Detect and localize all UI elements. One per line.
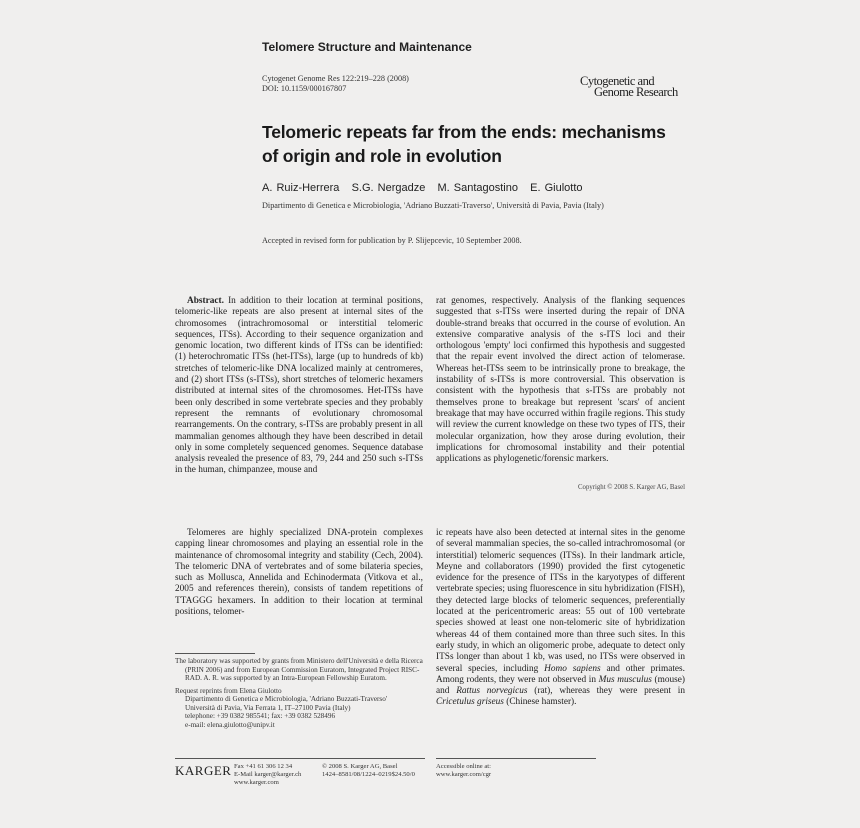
species-name: Rattus norvegicus xyxy=(456,686,528,697)
footnote-divider xyxy=(175,653,255,654)
abstract-text-right: rat genomes, respectively. Analysis of the flanking sequences suggested that s-ITSs were inserted during the repair of DNA double-strand breaks that occurred in the course of evolution. An extensive comparative analysis of the s-ITS loci and their orthologous 'empty' loci confirmed this hypothesis and suggested that the repair event involved the direct action of telomerase. Whereas het-ITSs seem to be intrinsically prone to breakage, the instability of s-ITSs is more controversial. This observation is consistent with the hypothesis that s-ITSs are probably not themselves prone to breakage but represent 'scars' of ancient breakage that may have occurred within fragile regions. This study will review the current knowledge on these two types of ITS, their molecular organization, how they arose during evolution, their implications for chromosomal instability and their potential applications as phylogenetic/forensic markers. xyxy=(436,296,685,465)
affiliation: Dipartimento di Genetica e Microbiologia, 'Adriano Buzzati-Traverso', Università di Pavia, Pavia (Italy) xyxy=(262,201,604,210)
article-title: Telomeric repeats far from the ends: mechanisms of origin and role in evolution xyxy=(262,122,666,166)
funding-note: The laboratory was supported by grants from Ministero dell'Università e della Ricerca (PRIN 2006) and from European Commission Euratom, Integrated Project RISC-RAD. A. R. was supported by an Intra-European Fellowship Euratom. xyxy=(175,657,423,682)
species-name: Mus musculus xyxy=(598,674,652,685)
body-paragraph xyxy=(436,528,685,709)
issn: 1424–8581/08/1224–0219$24.50/0 xyxy=(322,771,415,778)
body-text: ic repeats have also been detected at internal sites in the genome of several mammalian species, the so-called intrachromosomal (or interstitial) telomeric sequences (ITSs). In their landmark article, Meyne and collaborators (1990) provided the first cytogenetic evidence for the presence of ITSs in the karyotypes of different vertebrate species; using fluorescence in situ hybridization (FISH), they detected large blocks of telomeric sequences, preferentially located at the pericentromeric areas: 55 out of 100 vertebrate species showed at least one non-telomeric site of hybridization whereas 44 of them contained more than three such sites. In this early study, in which an oligomeric probe, adequate to detect only ITSs longer than about 1 kb, was used, no ITSs were observed in several species, including xyxy=(436,528,685,674)
publisher-fax: Fax +41 61 306 12 34 xyxy=(234,763,293,770)
citation-journal-line: Cytogenet Genome Res 122:219–228 (2008) xyxy=(262,74,409,83)
body-column-right xyxy=(436,528,685,709)
section-heading: Telomere Structure and Maintenance xyxy=(262,40,472,54)
species-name: Cricetulus griseus xyxy=(436,697,504,708)
body-text: (rat), whereas they were present in xyxy=(534,686,685,697)
reprints-address2: Università di Pavia, Via Ferrata 1, IT–27100 Pavia (Italy) xyxy=(185,703,351,712)
footer-divider-right xyxy=(436,758,596,759)
body-paragraph: Telomeres are highly specialized DNA-protein complexes capping linear chromosomes and playing an essential role in the maintenance of chromosomal integrity and stability (Cech, 2004). The telomeric DNA of vertebrates and of some bilateria species, such as Mollusca, Annelida and Echinodermata (Vitkova et al., 2005 and references therein), consists of tandem repetitions of TTAGGG hexamers. In addition to their location at terminal positions, telomer- xyxy=(175,528,423,618)
online-label: Accessible online at: xyxy=(436,763,491,770)
species-name: Homo sapiens xyxy=(544,663,601,674)
citation-doi[interactable]: DOI: 10.1159/000167807 xyxy=(262,84,347,93)
publisher-website[interactable]: www.karger.com xyxy=(234,779,279,786)
journal-logo xyxy=(580,76,678,98)
reprints-address1: Dipartimento di Genetica e Microbiologia, 'Adriano Buzzati-Traverso' xyxy=(185,695,388,703)
footer-divider-left xyxy=(175,758,425,759)
publisher-logo: KARGER xyxy=(175,763,232,778)
reprints-label: Request reprints from Elena Giulotto xyxy=(175,686,282,695)
publisher-email[interactable]: E-Mail karger@karger.ch xyxy=(234,771,302,778)
abstract-text-left: In addition to their location at terminal positions, telomeric-like repeats are also present at internal sites of the chromosomes (intrachromosomal or interstitial telomeric sequences, ITSs). According to their sequence organization and genomic location, two different kinds of ITSs can be identified: (1) heterochromatic ITSs (het-ITSs), large (up to hundreds of kb) stretches of telomeric-like DNA localized mainly at centromeres, and (2) short ITSs (s-ITSs), short stretches of telomeric hexamers distributed at internal sites of the chromosomes. Het-ITSs have been only described in some vertebrate species and they probably represent the remnants of evolutionary chromosomal rearrangements. On the contrary, s-ITSs are probably present in all mammalian genomes although they have been described in detail only in some completely sequenced genomes. Sequence database analysis revealed the presence of 83, 79, 244 and 250 such s-ITSs in the human, chimpanzee, mouse and xyxy=(175,296,423,476)
journal-logo-line2: Genome Research xyxy=(594,85,678,99)
body-column-left xyxy=(175,528,423,618)
body-text: (Chinese hamster). xyxy=(506,697,577,708)
footer-copyright: © 2008 S. Karger AG, Basel xyxy=(322,763,398,770)
journal-logo-line1: Cytogenetic and xyxy=(580,74,655,88)
abstract-column-left xyxy=(175,296,423,477)
body-text: (mouse) and xyxy=(436,674,685,697)
citation xyxy=(262,74,409,94)
online-access xyxy=(436,763,491,779)
reprints-email[interactable]: e-mail: elena.giulotto@unipv.it xyxy=(185,720,275,729)
publisher-contact xyxy=(234,763,301,787)
body-text: and other primates. Among rodents, they were not observed in xyxy=(436,663,685,685)
author-list: A. Ruiz-Herrera S.G. Nergadze M. Santagostino E. Giulotto xyxy=(262,182,583,194)
abstract-column-right xyxy=(436,296,685,465)
copyright-info xyxy=(322,763,415,779)
footnotes xyxy=(175,657,425,729)
accepted-note: Accepted in revised form for publication by P. Slijepcevic, 10 September 2008. xyxy=(262,236,522,245)
abstract-copyright: Copyright © 2008 S. Karger AG, Basel xyxy=(578,484,685,491)
reprints-phone: telephone: +39 0382 985541; fax: +39 0382 528496 xyxy=(185,712,336,720)
abstract-label: Abstract. xyxy=(187,296,224,306)
online-url[interactable]: www.karger.com/cgr xyxy=(436,771,492,778)
